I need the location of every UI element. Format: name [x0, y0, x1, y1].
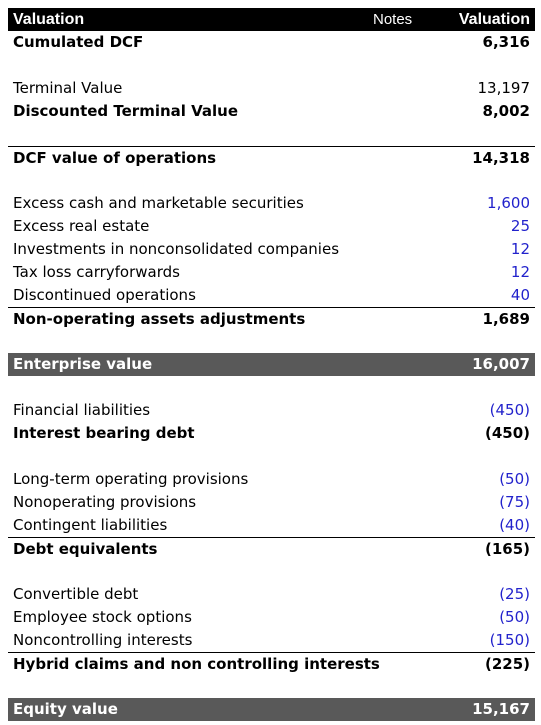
- row-debt-equivalents: [8, 537, 535, 560]
- row-investments-nonconsolidated: [8, 238, 535, 261]
- row-label: DCF value of operations: [13, 148, 217, 167]
- header-valuation: Valuation: [458, 11, 530, 28]
- row-label: Debt equivalents: [13, 539, 158, 558]
- row-label: Enterprise value: [13, 355, 153, 373]
- row-label: Convertible debt: [13, 585, 139, 603]
- row-value: 1,600: [487, 194, 530, 212]
- row-value: 40: [510, 286, 530, 304]
- row-label: Discontinued operations: [13, 286, 196, 304]
- row-value: (50): [499, 470, 530, 488]
- row-equity-value: [8, 698, 535, 721]
- row-label: Investments in nonconsolidated companies: [13, 240, 340, 258]
- row-value: (150): [489, 631, 530, 649]
- row-label: Excess real estate: [13, 217, 150, 235]
- row-value: (75): [499, 493, 530, 511]
- row-tax-loss-carryforwards: [8, 261, 535, 284]
- row-value: (450): [484, 424, 530, 442]
- row-enterprise-value: [8, 353, 535, 376]
- header-title: Valuation: [13, 11, 85, 28]
- row-label: Cumulated DCF: [13, 33, 144, 51]
- row-value: (40): [499, 516, 530, 534]
- row-excess-real-estate: [8, 215, 535, 238]
- row-value: 6,316: [482, 33, 530, 51]
- row-value: 25: [510, 217, 530, 235]
- row-label: Excess cash and marketable securities: [13, 194, 304, 212]
- row-value: 12: [510, 240, 530, 258]
- row-interest-bearing-debt: [8, 422, 535, 445]
- row-label: Discounted Terminal Value: [13, 102, 239, 120]
- row-contingent-liabilities: [8, 514, 535, 537]
- header-notes: Notes: [373, 11, 413, 28]
- row-value: 1,689: [482, 309, 530, 328]
- row-label: Financial liabilities: [13, 401, 151, 419]
- row-value: 13,197: [477, 79, 530, 97]
- row-value: 12: [510, 263, 530, 281]
- row-value: (450): [489, 401, 530, 419]
- row-label: Equity value: [13, 700, 118, 718]
- row-value: (50): [499, 608, 530, 626]
- row-value: 16,007: [472, 355, 530, 373]
- row-excess-cash: [8, 192, 535, 215]
- row-label: Hybrid claims and non controlling interests: [13, 654, 380, 673]
- row-discontinued-operations: [8, 284, 535, 307]
- row-dcf-value-operations: [8, 146, 535, 169]
- row-value: (25): [499, 585, 530, 603]
- row-nonoperating-provisions: [8, 491, 535, 514]
- row-label: Long-term operating provisions: [13, 470, 249, 488]
- row-value: 14,318: [472, 148, 530, 167]
- row-label: Noncontrolling interests: [13, 631, 193, 649]
- row-lt-operating-provisions: [8, 468, 535, 491]
- row-label: Employee stock options: [13, 608, 192, 626]
- row-nonoperating-assets-adjustments: [8, 307, 535, 330]
- row-label: Interest bearing debt: [13, 424, 195, 442]
- row-value: (165): [484, 539, 530, 558]
- row-employee-stock-options: [8, 606, 535, 629]
- row-label: Terminal Value: [13, 79, 123, 97]
- row-label: Non-operating assets adjustments: [13, 309, 306, 328]
- row-value: (225): [484, 654, 530, 673]
- row-discounted-terminal-value: [8, 100, 535, 123]
- table-header: [8, 8, 535, 31]
- row-hybrid-claims: [8, 652, 535, 675]
- row-cumulated-dcf: [8, 31, 535, 54]
- row-convertible-debt: [8, 583, 535, 606]
- row-noncontrolling-interests: [8, 629, 535, 652]
- row-financial-liabilities: [8, 399, 535, 422]
- row-terminal-value: [8, 77, 535, 100]
- row-value: 15,167: [472, 700, 530, 718]
- row-label: Contingent liabilities: [13, 516, 168, 534]
- row-label: Nonoperating provisions: [13, 493, 197, 511]
- row-label: Tax loss carryforwards: [13, 263, 180, 281]
- row-value: 8,002: [482, 102, 530, 120]
